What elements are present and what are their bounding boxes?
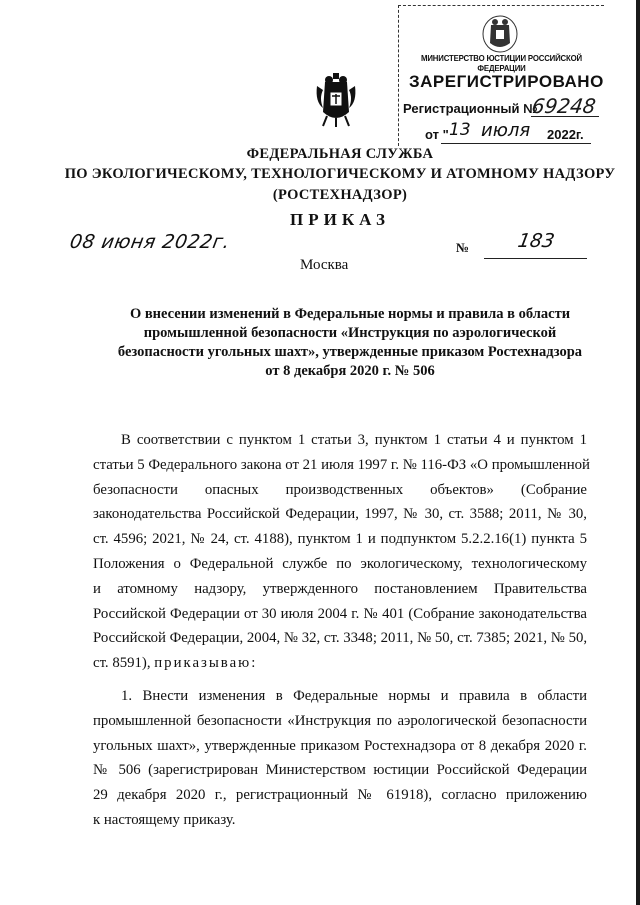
stamp-date-day: 13 <box>449 120 471 140</box>
agency-name: ФЕДЕРАЛЬНАЯ СЛУЖБА <box>246 146 434 162</box>
text-line: № 506 (зарегистрирован Министерством юстиции Российской Федерации <box>93 762 587 779</box>
stamp-date-month: июля <box>481 120 531 141</box>
stamp-date-year: 2022г. <box>547 127 584 142</box>
text-line-final <box>93 651 587 676</box>
subject-line: промышленной безопасности «Инструкция по аэрологической <box>143 325 557 341</box>
order-word: приказываю: <box>154 655 258 672</box>
registration-stamp <box>398 5 604 146</box>
order-number: 183 <box>516 230 557 252</box>
order-date: 08 июня 2022г. <box>68 231 232 253</box>
preamble-paragraph <box>93 428 590 676</box>
text-line: промышленной безопасности «Инструкция по аэрологической безопасности <box>93 712 587 729</box>
text-line: законодательства Российской Федерации, 1997, № 30, ст. 3588; 2011, № 30, <box>93 506 587 523</box>
stamp-registered: ЗАРЕГИСТРИРОВАНО <box>409 72 604 91</box>
subject-line: безопасности угольных шахт», утвержденные приказом Ростехнадзора <box>117 344 583 360</box>
stamp-coat-of-arms-icon <box>481 14 519 54</box>
subject-line: О внесении изменений в Федеральные нормы и правила в области <box>129 306 571 322</box>
agency-abbreviation: (РОСТЕХНАДЗОР) <box>272 187 408 203</box>
scan-edge <box>636 0 640 905</box>
text-line: 1. Внести изменения в Федеральные нормы и правила в области <box>121 688 587 704</box>
text-line: статьи 5 Федерального закона от 21 июля 1997 г. № 116-ФЗ «О промышленной <box>93 456 590 473</box>
text-line: Российской Федерации от 30 июля 2004 г. № 401 (Собрание законодательства <box>93 605 587 622</box>
stamp-number-underline <box>531 116 599 117</box>
item-1-paragraph <box>93 684 587 833</box>
text-line: Российской Федерации, 2004, № 32, ст. 3348; 2011, № 50, ст. 7385; 2021, № 50, <box>93 630 588 647</box>
agency-name-line2: ПО ЭКОЛОГИЧЕСКОМУ, ТЕХНОЛОГИЧЕСКОМУ И АТОМНОМУ НАДЗОРУ <box>64 166 616 182</box>
text-line: и атомному надзору, утвержденного постановлением Правительства <box>93 580 587 597</box>
stamp-date-underline <box>441 143 591 144</box>
stamp-date-prefix: от " <box>425 127 449 142</box>
city: Москва <box>300 257 349 273</box>
text-line: В соответствии с пунктом 1 статьи 3, пунктом 1 статьи 4 и пунктом 1 <box>121 432 587 448</box>
text-line: к настоящему приказу. <box>93 811 236 828</box>
stamp-number-label: Регистрационный № <box>403 101 538 116</box>
text-line: угольных шахт», утвержденные приказом Ростехнадзора от 8 декабря 2020 г. <box>93 737 587 754</box>
text-line: ст. 8591), <box>93 655 151 672</box>
stamp-ministry: МИНИСТЕРСТВО ЮСТИЦИИ РОССИЙСКОЙ ФЕДЕРАЦИИ <box>421 53 582 73</box>
text-line: безопасности опасных производственных объектов» (Собрание <box>93 481 587 498</box>
coat-of-arms-icon <box>311 72 361 128</box>
order-number-sign: № <box>456 240 470 255</box>
text-line: Положения о Федеральной службе по экологическому, технологическому <box>93 555 587 572</box>
subject-line: от 8 декабря 2020 г. № 506 <box>265 363 435 379</box>
order-number-underline <box>484 258 587 259</box>
text-line: 29 декабря 2020 г., регистрационный № 61918), согласно приложению <box>93 787 587 804</box>
text-line: ст. 4596; 2021, № 24, ст. 4188), пунктом 1 и подпунктом 5.2.2.16(1) пункта 5 <box>93 531 587 548</box>
stamp-number-value: 69248 <box>530 94 598 118</box>
document-title: ПРИКАЗ <box>290 210 390 229</box>
order-subject <box>100 305 600 381</box>
